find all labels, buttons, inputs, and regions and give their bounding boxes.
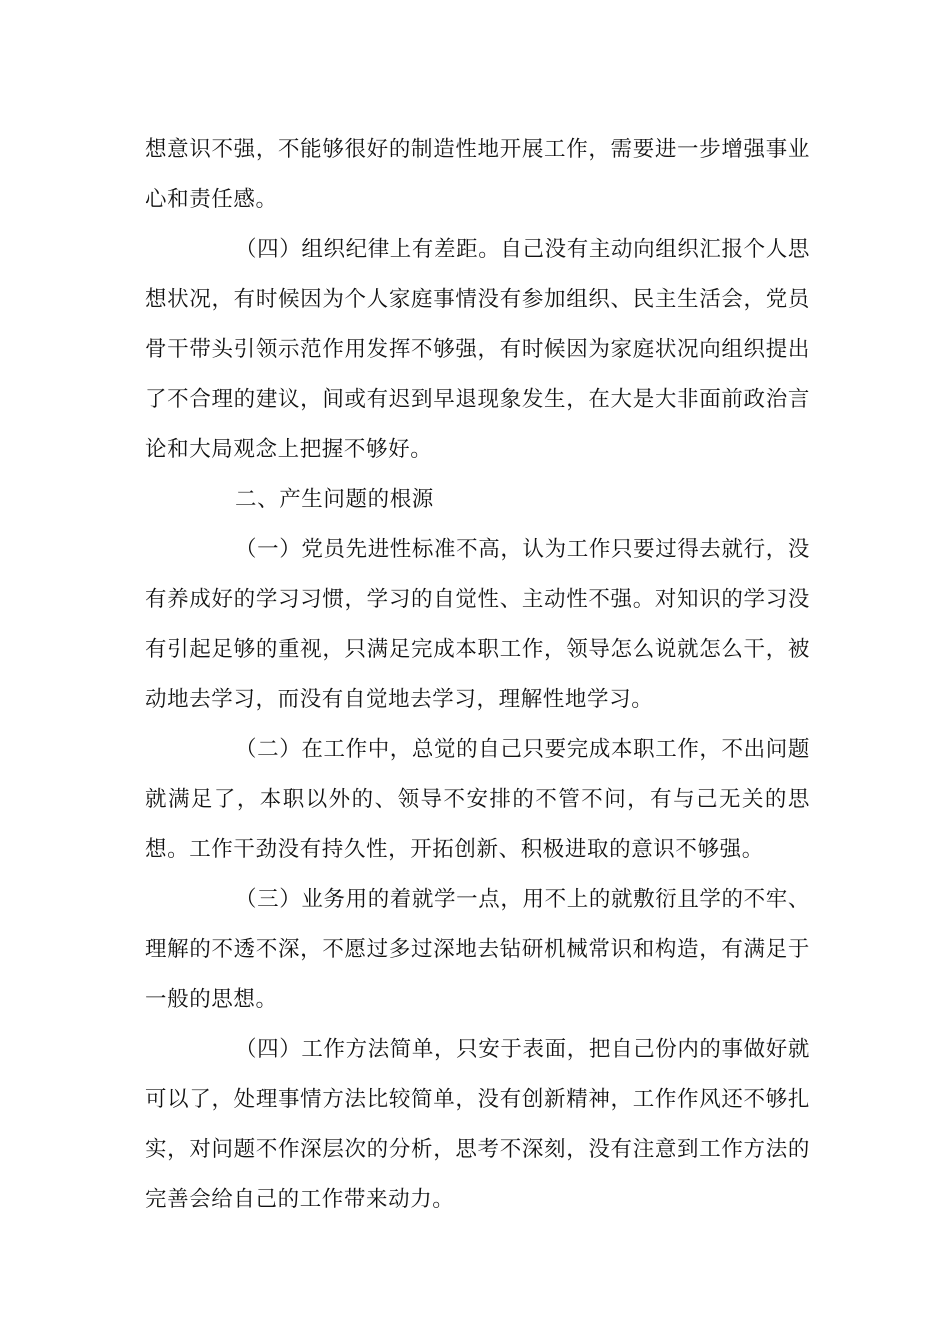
paragraph-cause-three: （三）业务用的着就学一点，用不上的就敷衍且学的不牢、理解的不透不深，不愿过多过深地去钻研机械常识和构造，有满足于一般的思想。	[145, 887, 810, 1012]
section-heading-root-causes: 二、产生问题的根源	[235, 487, 434, 512]
paragraph-continuation: 想意识不强，不能够很好的制造性地开展工作，需要进一步增强事业心和责任感。	[145, 137, 810, 212]
paragraph-cause-four: （四）工作方法简单，只安于表面，把自己份内的事做好就可以了，处理事情方法比较简单，没有创新精神，工作作风还不够扎实，对问题不作深层次的分析，思考不深刻，没有注意到工作方法的完善会给自己的工作带来动力。	[145, 1037, 810, 1212]
paragraph-discipline-gap: （四）组织纪律上有差距。自己没有主动向组织汇报个人思想状况，有时候因为个人家庭事情没有参加组织、民主生活会，党员骨干带头引领示范作用发挥不够强，有时候因为家庭状况向组织提出了不合理的建议，间或有迟到早退现象发生，在大是大非面前政治言论和大局观念上把握不够好。	[145, 237, 810, 462]
paragraph-cause-one: （一）党员先进性标准不高，认为工作只要过得去就行，没有养成好的学习习惯，学习的自觉性、主动性不强。对知识的学习没有引起足够的重视，只满足完成本职工作，领导怎么说就怎么干，被动地去学习，而没有自觉地去学习，理解性地学习。	[145, 537, 810, 712]
document-body	[145, 125, 810, 1225]
paragraph-cause-two: （二）在工作中，总觉的自己只要完成本职工作，不出问题就满足了，本职以外的、领导不安排的不管不问，有与己无关的思想。工作干劲没有持久性，开拓创新、积极进取的意识不够强。	[145, 737, 810, 862]
